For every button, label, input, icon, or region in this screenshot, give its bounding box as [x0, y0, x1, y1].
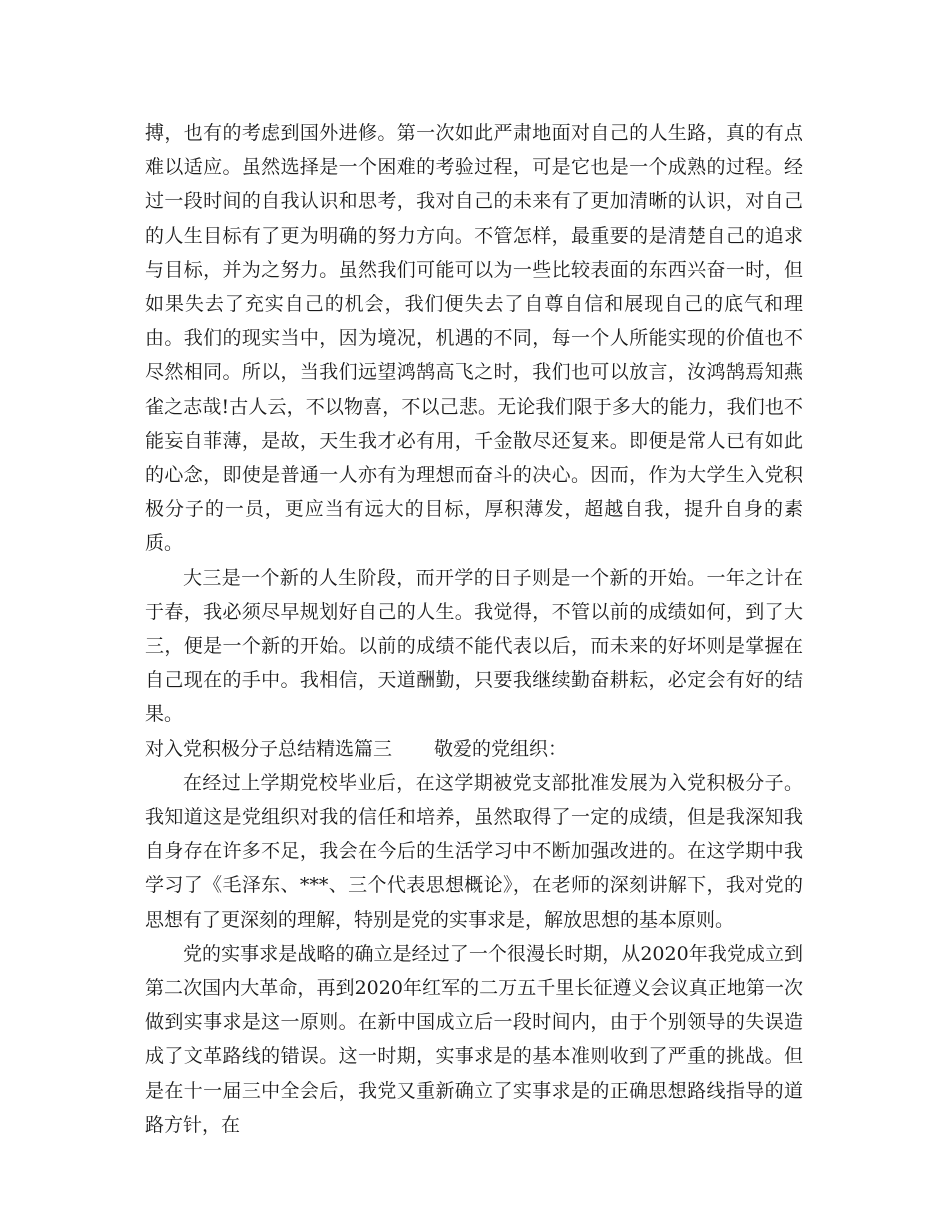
paragraph-continuation: 搏，也有的考虑到国外进修。第一次如此严肃地面对自己的人生路，真的有点难以适应。虽然选择是一个困难的考验过程，可是它也是一个成熟的过程。经过一段时间的自我认识和思考，我对自己的未来有了更加清晰的认识，对自己的人生目标有了更为明确的努力方向。不管怎样，最重要的是清楚自己的追求与目标，并为之努力。虽然我们可能可以为一些比较表面的东西兴奋一时，但如果失去了充实自己的机会，我们便失去了自尊自信和展现自己的底气和理由。我们的现实当中，因为境况，机遇的不同，每一个人所能实现的价值也不尽然相同。所以，当我们远望鸿鹄高飞之时，我们也可以放言，汝鸿鹄焉知燕雀之志哉!古人云，不以物喜，不以己悲。无论我们限于多大的能力，我们也不能妄自菲薄，是故，天生我才必有用，千金散尽还复来。即便是常人已有如此的心念，即使是普通一人亦有为理想而奋斗的决心。因而，作为大学生入党积极分子的一员，更应当有远大的目标，厚积薄发，超越自我，提升自身的素质。: [145, 122, 803, 555]
paragraph-junior-year: 大三是一个新的人生阶段，而开学的日子则是一个新的开始。一年之计在于春，我必须尽早规划好自己的人生。我觉得，不管以前的成绩如何，到了大三，便是一个新的开始。以前的成绩不能代表以后，而未来的好坏则是掌握在自己现在的手中。我相信，天道酬勤，只要我继续勤奋耕耘，必定会有好的结果。: [145, 566, 803, 726]
paragraph-party-school: 在经过上学期党校毕业后，在这学期被党支部批准发展为入党积极分子。我知道这是党组织对我的信任和培养，虽然取得了一定的成绩，但是我深知我自身存在许多不足，我会在今后的生活学习中不断加强改进的。在这学期中我学习了《毛泽东、***、三个代表思想概论》，在老师的深刻讲解下，我对党的思想有了更深刻的理解，特别是党的实事求是，解放思想的基本原则。: [145, 771, 803, 931]
section-title: 对入党积极分子总结精选篇三: [145, 737, 393, 760]
document-body: [145, 116, 803, 1142]
section-heading-line: [145, 732, 803, 766]
salutation: 敬爱的党组织：: [434, 737, 568, 760]
paragraph-seeking-truth: 党的实事求是战略的确立是经过了一个很漫长时期，从2020年我党成立到第二次国内大革命，再到2020年红军的二万五千里长征遵义会议真正地第一次做到实事求是这一原则。在新中国成立后一段时间内，由于个别领导的失误造成了文革路线的错误。这一时期，实事求是的基本准则收到了严重的挑战。但是在十一届三中全会后，我党又重新确立了实事求是的正确思想路线指导的道路方针，在: [145, 942, 803, 1136]
